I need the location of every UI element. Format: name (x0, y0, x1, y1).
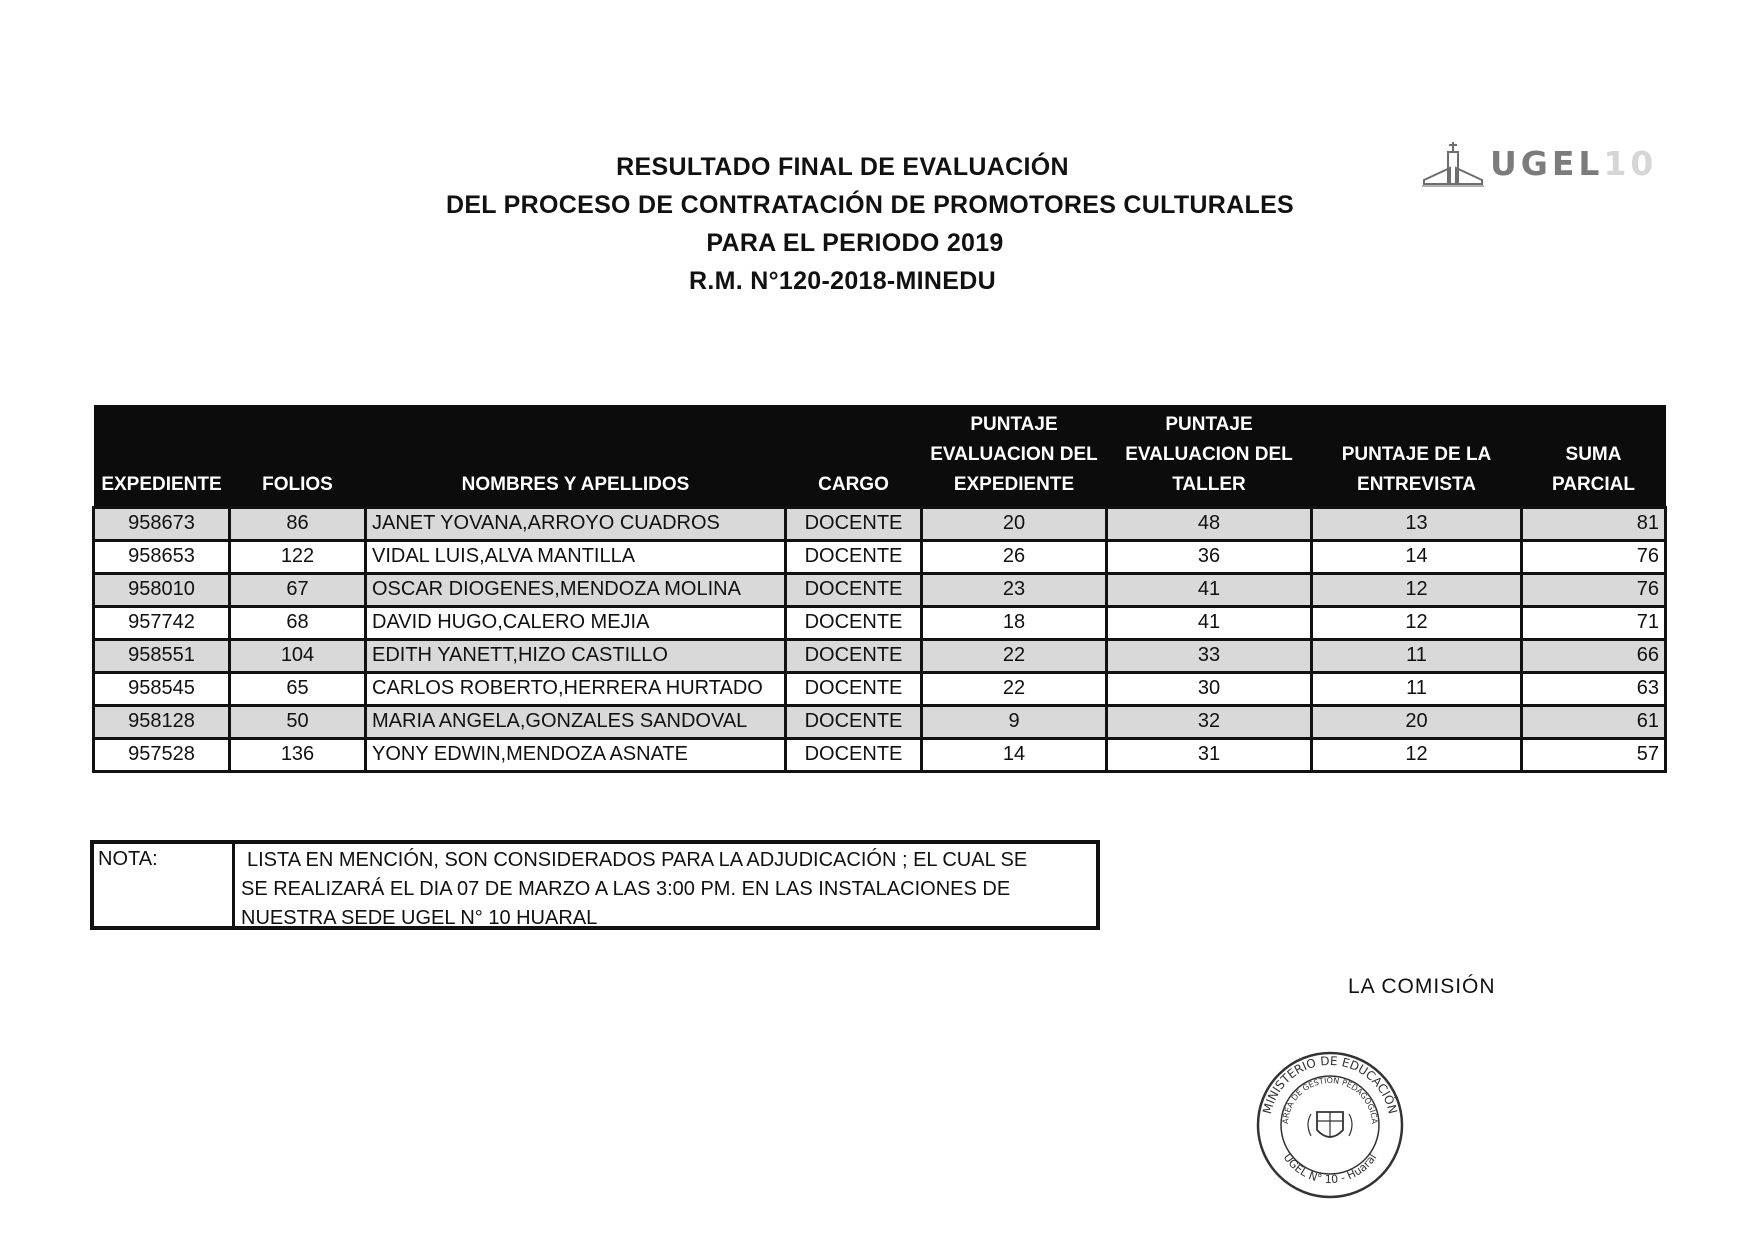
cell-puntaje-entrevista: 11 (1312, 672, 1522, 705)
table-row (94, 540, 1666, 573)
note-box (90, 840, 1100, 930)
cell-cargo: DOCENTE (786, 672, 922, 705)
cell-puntaje-taller: 33 (1107, 639, 1312, 672)
table-header-row (94, 405, 1666, 507)
document-title (330, 148, 1410, 300)
cell-expediente: 957742 (94, 606, 230, 639)
note-line-1: LISTA EN MENCIÓN, SON CONSIDERADOS PARA LA ADJUDICACIÓN ; EL CUAL SE (247, 849, 1028, 871)
cell-puntaje-expediente: 18 (922, 606, 1107, 639)
cell-expediente: 958673 (94, 507, 230, 540)
cell-cargo: DOCENTE (786, 705, 922, 738)
col-nombres: NOMBRES Y APELLIDOS (366, 405, 786, 507)
results-table (92, 405, 1667, 773)
col-puntaje-taller: PUNTAJE EVALUACION DEL TALLER (1107, 405, 1312, 507)
cell-puntaje-expediente: 20 (922, 507, 1107, 540)
table-row (94, 573, 1666, 606)
cell-puntaje-taller: 31 (1107, 738, 1312, 771)
book-emblem-icon (1420, 140, 1486, 188)
table-row (94, 606, 1666, 639)
cell-suma-parcial: 81 (1522, 507, 1666, 540)
cell-nombre: MARIA ANGELA,GONZALES SANDOVAL (366, 705, 786, 738)
title-line-4: R.M. N°120-2018-MINEDU (689, 267, 996, 295)
cell-puntaje-expediente: 22 (922, 639, 1107, 672)
title-line-2: DEL PROCESO DE CONTRATACIÓN DE PROMOTORES CULTURALES (445, 191, 1295, 219)
cell-puntaje-entrevista: 14 (1312, 540, 1522, 573)
cell-nombre: CARLOS ROBERTO,HERRERA HURTADO (366, 672, 786, 705)
cell-puntaje-entrevista: 12 (1312, 573, 1522, 606)
cell-cargo: DOCENTE (786, 606, 922, 639)
cell-nombre: OSCAR DIOGENES,MENDOZA MOLINA (366, 573, 786, 606)
cell-puntaje-expediente: 9 (922, 705, 1107, 738)
cell-expediente: 958010 (94, 573, 230, 606)
svg-text:UGEL N° 10 - Huaral: UGEL N° 10 - Huaral (1280, 1151, 1380, 1187)
col-puntaje-entrevista: PUNTAJE DE LA ENTREVISTA (1312, 405, 1522, 507)
cell-nombre: EDITH YANETT,HIZO CASTILLO (366, 639, 786, 672)
col-suma-parcial: SUMA PARCIAL (1522, 405, 1666, 507)
cell-puntaje-taller: 36 (1107, 540, 1312, 573)
cell-folios: 65 (230, 672, 366, 705)
official-seal-stamp (1255, 1050, 1405, 1200)
cell-expediente: 958653 (94, 540, 230, 573)
cell-nombre: VIDAL LUIS,ALVA MANTILLA (366, 540, 786, 573)
note-line-3: NUESTRA SEDE UGEL N° 10 HUARAL (241, 907, 598, 929)
cell-cargo: DOCENTE (786, 738, 922, 771)
note-text (235, 844, 1096, 929)
col-expediente: EXPEDIENTE (94, 405, 230, 507)
cell-nombre: JANET YOVANA,ARROYO CUADROS (366, 507, 786, 540)
title-line-3: PARA EL PERIODO 2019 (706, 229, 1004, 257)
cell-folios: 68 (230, 606, 366, 639)
cell-puntaje-expediente: 26 (922, 540, 1107, 573)
cell-suma-parcial: 61 (1522, 705, 1666, 738)
table-row (94, 705, 1666, 738)
cell-puntaje-expediente: 22 (922, 672, 1107, 705)
coat-of-arms-icon (1308, 1112, 1352, 1138)
cell-puntaje-taller: 32 (1107, 705, 1312, 738)
cell-suma-parcial: 76 (1522, 540, 1666, 573)
title-line-1: RESULTADO FINAL DE EVALUACIÓN (616, 153, 1069, 181)
cell-suma-parcial: 76 (1522, 573, 1666, 606)
cell-puntaje-entrevista: 13 (1312, 507, 1522, 540)
cell-folios: 86 (230, 507, 366, 540)
cell-puntaje-expediente: 14 (922, 738, 1107, 771)
cell-expediente: 958128 (94, 705, 230, 738)
cell-suma-parcial: 57 (1522, 738, 1666, 771)
cell-puntaje-taller: 48 (1107, 507, 1312, 540)
cell-suma-parcial: 71 (1522, 606, 1666, 639)
svg-text:MINISTERIO DE EDUCACIÓN: MINISTERIO DE EDUCACIÓN (1260, 1053, 1400, 1116)
ugel-logo (1420, 140, 1658, 188)
table-row (94, 672, 1666, 705)
cell-cargo: DOCENTE (786, 507, 922, 540)
cell-folios: 122 (230, 540, 366, 573)
cell-suma-parcial: 66 (1522, 639, 1666, 672)
table-row (94, 639, 1666, 672)
cell-expediente: 957528 (94, 738, 230, 771)
cell-cargo: DOCENTE (786, 540, 922, 573)
cell-folios: 50 (230, 705, 366, 738)
cell-puntaje-taller: 30 (1107, 672, 1312, 705)
logo-wordmark: UGEL10 (1490, 144, 1658, 183)
cell-folios: 136 (230, 738, 366, 771)
cell-nombre: DAVID HUGO,CALERO MEJIA (366, 606, 786, 639)
svg-text:AREA DE GESTION PEDAGOGICA: AREA DE GESTION PEDAGOGICA (1280, 1075, 1380, 1125)
col-cargo: CARGO (786, 405, 922, 507)
cell-suma-parcial: 63 (1522, 672, 1666, 705)
cell-puntaje-entrevista: 20 (1312, 705, 1522, 738)
cell-puntaje-expediente: 23 (922, 573, 1107, 606)
col-folios: FOLIOS (230, 405, 366, 507)
table-row (94, 507, 1666, 540)
cell-puntaje-entrevista: 11 (1312, 639, 1522, 672)
cell-nombre: YONY EDWIN,MENDOZA ASNATE (366, 738, 786, 771)
cell-expediente: 958551 (94, 639, 230, 672)
table-row (94, 738, 1666, 771)
cell-expediente: 958545 (94, 672, 230, 705)
cell-cargo: DOCENTE (786, 639, 922, 672)
signoff-committee: LA COMISIÓN (1348, 975, 1496, 998)
cell-folios: 67 (230, 573, 366, 606)
cell-puntaje-taller: 41 (1107, 573, 1312, 606)
note-line-2: SE REALIZARÁ EL DIA 07 DE MARZO A LAS 3:00 PM. EN LAS INSTALACIONES DE (241, 878, 1011, 900)
col-puntaje-expediente: PUNTAJE EVALUACION DEL EXPEDIENTE (922, 405, 1107, 507)
cell-puntaje-entrevista: 12 (1312, 738, 1522, 771)
cell-puntaje-taller: 41 (1107, 606, 1312, 639)
note-label: NOTA: (94, 844, 235, 926)
cell-puntaje-entrevista: 12 (1312, 606, 1522, 639)
cell-folios: 104 (230, 639, 366, 672)
cell-cargo: DOCENTE (786, 573, 922, 606)
